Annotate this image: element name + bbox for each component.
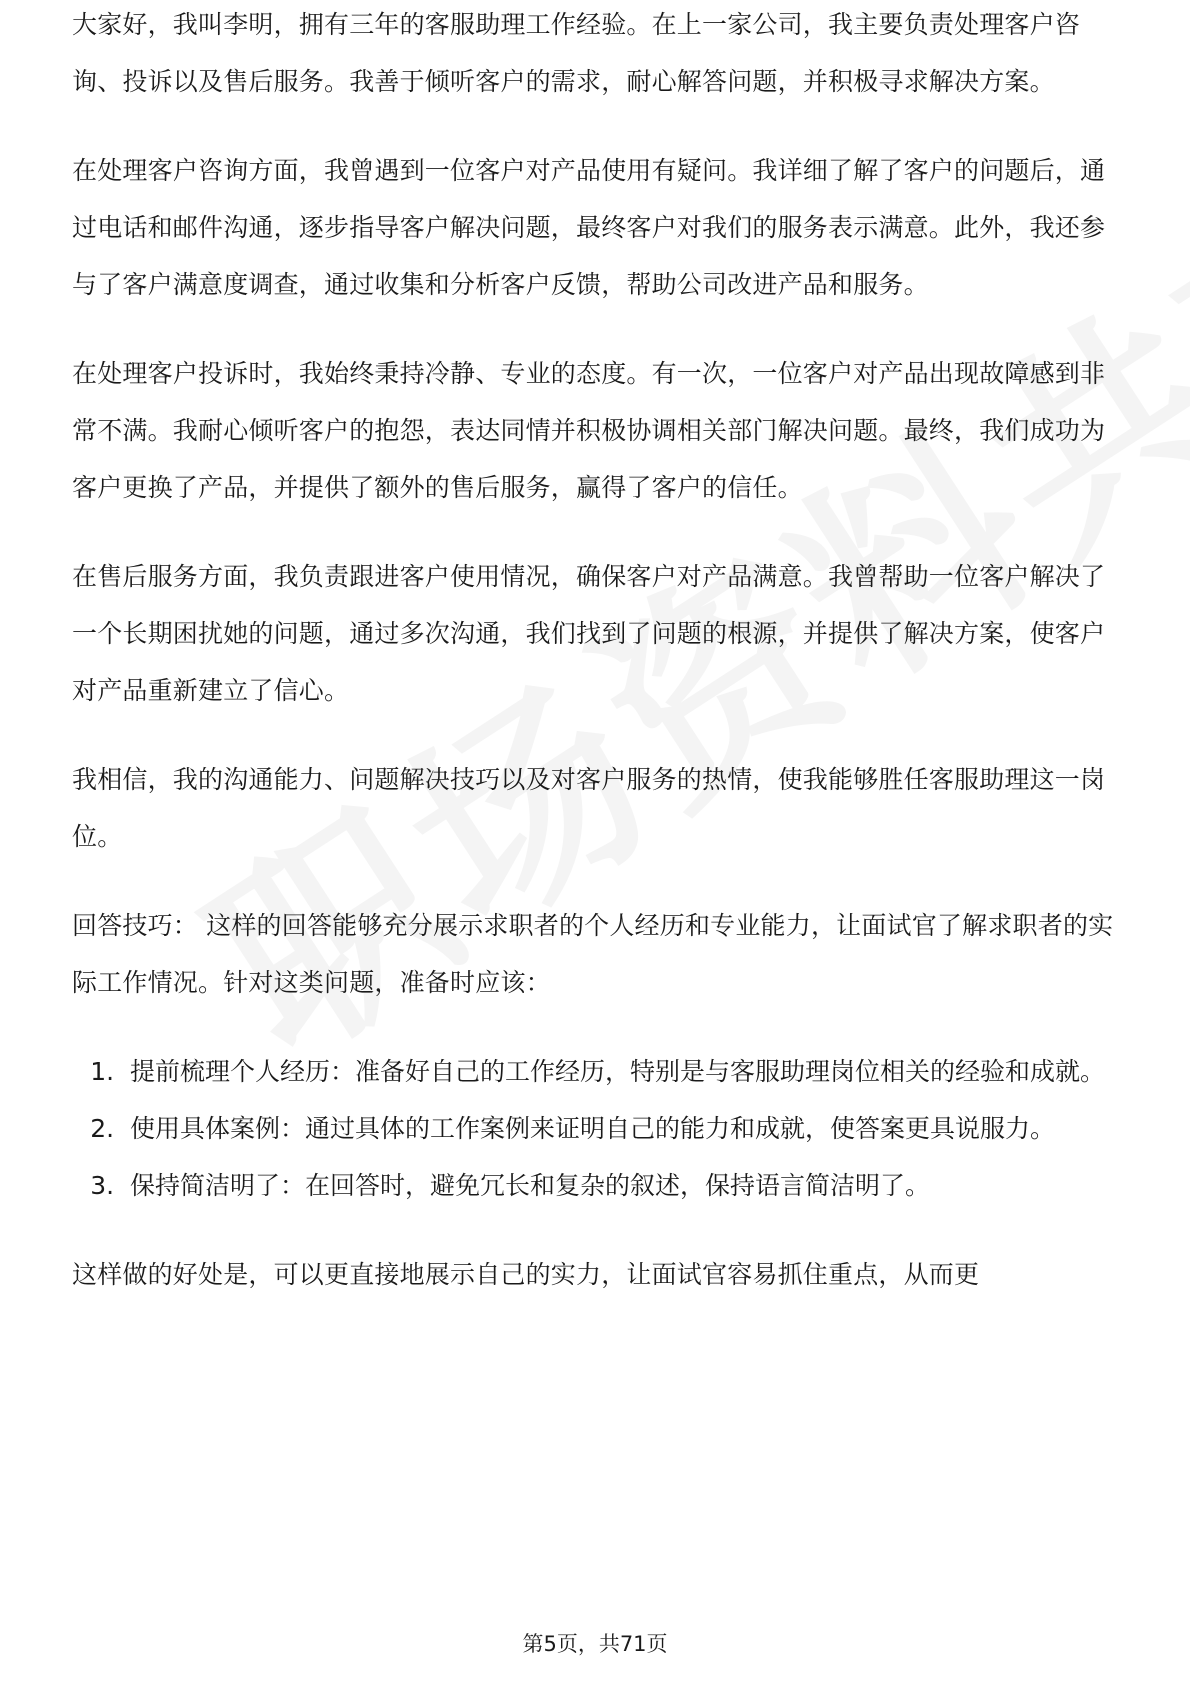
paragraph-after-sales: 在售后服务方面，我负责跟进客户使用情况，确保客户对产品满意。我曾帮助一位客户解决了一个长期困扰她的问题，通过多次沟通，我们找到了问题的根源，并提供了解决方案，使客户对产品重新建立了信心。 <box>72 562 1106 705</box>
paragraph-conclusion: 我相信，我的沟通能力、问题解决技巧以及对客户服务的热情，使我能够胜任客服助理这一岗位。 <box>72 765 1106 851</box>
list-item: 3. 保持简洁明了：在回答时，避免冗长和复杂的叙述，保持语言简洁明了。 <box>122 1157 1122 1214</box>
paragraph-intro: 大家好，我叫李明，拥有三年的客服助理工作经验。在上一家公司，我主要负责处理客户咨询、投诉以及售后服务。我善于倾听客户的需求，耐心解答问题，并积极寻求解决方案。 <box>72 10 1081 96</box>
list-item: 2. 使用具体案例：通过具体的工作案例来证明自己的能力和成就，使答案更具说服力。 <box>122 1100 1122 1157</box>
paragraph-closing: 这样做的好处是，可以更直接地展示自己的实力，让面试官容易抓住重点，从而更 <box>72 1260 980 1289</box>
paragraph-complaint: 在处理客户投诉时，我始终秉持冷静、专业的态度。有一次，一位客户对产品出现故障感到非常不满。我耐心倾听客户的抱怨，表达同情并积极协调相关部门解决问题。最终，我们成功为客户更换了产品，并提供了额外的售后服务，赢得了客户的信任。 <box>72 359 1106 502</box>
tips-list <box>72 1043 1122 1214</box>
paragraph-consultation: 在处理客户咨询方面，我曾遇到一位客户对产品使用有疑问。我详细了解了客户的问题后，通过电话和邮件沟通，逐步指导客户解决问题，最终客户对我们的服务表示满意。此外，我还参与了客户满意度调查，通过收集和分析客户反馈，帮助公司改进产品和服务。 <box>72 156 1106 299</box>
list-item: 1. 提前梳理个人经历：准备好自己的工作经历，特别是与客服助理岗位相关的经验和成就。 <box>122 1043 1122 1100</box>
document-body <box>72 0 1122 1335</box>
page-number: 第5页，共71页 <box>522 1632 668 1656</box>
paragraph-answer-tips: 回答技巧： 这样的回答能够充分展示求职者的个人经历和专业能力，让面试官了解求职者的实际工作情况。针对这类问题，准备时应该： <box>72 911 1114 997</box>
